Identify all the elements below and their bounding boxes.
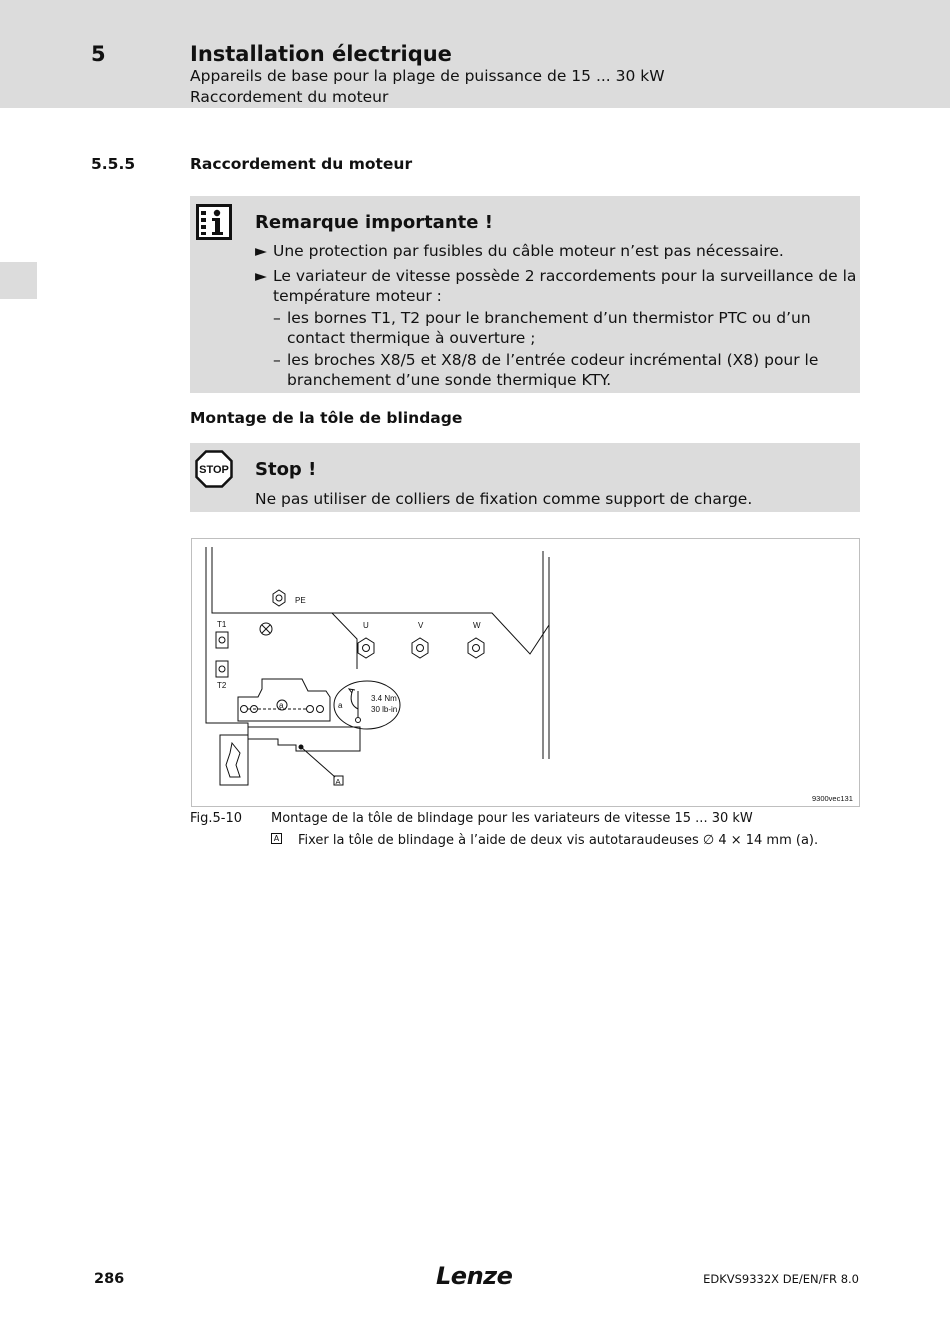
document-id: EDKVS9332X DE/EN/FR 8.0 xyxy=(703,1272,859,1286)
note-dash-2-line-1: les broches X8/5 et X8/8 de l’entrée codeur incrémental (X8) pour le xyxy=(287,351,819,369)
figure-caption-text: Montage de la tôle de blindage pour les variateurs de vitesse 15 ... 30 kW xyxy=(271,811,753,826)
label-a-right: a xyxy=(338,701,343,710)
chapter-side-tab xyxy=(0,262,37,299)
figure-frame xyxy=(191,538,860,807)
chapter-number: 5 xyxy=(91,42,106,66)
label-u: U xyxy=(363,621,369,630)
note-dash-2-line-2: branchement d’une sonde thermique KTY. xyxy=(287,371,612,389)
note-bullet-2-line-1: Le variateur de vitesse possède 2 raccordements pour la surveillance de la xyxy=(273,267,857,285)
terminal-rail xyxy=(332,613,549,654)
v-terminal xyxy=(412,638,428,658)
note-dash-marker-2: – xyxy=(273,351,281,369)
t1-terminal xyxy=(216,632,228,648)
figure-code: 9300vec131 xyxy=(812,794,853,803)
legend-key-a: A xyxy=(271,833,282,844)
label-a-left: a xyxy=(279,701,284,710)
note-title: Remarque importante ! xyxy=(255,212,493,233)
chapter-title: Installation électrique xyxy=(190,42,452,66)
pe-terminal xyxy=(273,590,285,606)
housing-upper-plate xyxy=(212,547,357,669)
callout-a: A xyxy=(335,777,341,786)
note-dash-marker-1: – xyxy=(273,309,281,327)
header-band xyxy=(0,0,950,108)
stop-icon xyxy=(195,450,233,492)
label-t1: T1 xyxy=(217,620,227,629)
note-bullet-marker-2: ► xyxy=(255,267,267,285)
note-dash-1-line-1: les bornes T1, T2 pour le branchement d’un thermistor PTC ou d’un xyxy=(287,309,811,327)
section-number: 5.5.5 xyxy=(91,155,136,173)
important-note-box xyxy=(190,196,860,393)
label-v: V xyxy=(418,621,424,630)
stop-text: Ne pas utiliser de colliers de fixation comme support de charge. xyxy=(255,490,753,508)
label-torque-lbin: 30 lb-in xyxy=(371,705,398,714)
note-bullet-1: Une protection par fusibles du câble moteur n’est pas nécessaire. xyxy=(273,242,784,260)
note-bullet-2-line-2: température moteur : xyxy=(273,287,442,305)
note-dash-1-line-2: contact thermique à ouverture ; xyxy=(287,329,536,347)
shield-plate-lower xyxy=(248,727,360,751)
label-w: W xyxy=(473,621,481,630)
section-title: Raccordement du moteur xyxy=(190,155,413,173)
stop-box xyxy=(190,443,860,512)
u-terminal xyxy=(358,638,374,658)
shield-plate-diagram xyxy=(192,539,859,806)
header-subtitle-2: Raccordement du moteur xyxy=(190,88,389,106)
fixing-screw xyxy=(260,623,272,635)
page-number: 286 xyxy=(94,1271,125,1287)
label-pe: PE xyxy=(295,596,306,605)
legend-text: Fixer la tôle de blindage à l’aide de deux vis autotaraudeuses ∅ 4 × 14 mm (a). xyxy=(298,833,819,848)
w-terminal xyxy=(468,638,484,658)
info-icon xyxy=(196,204,232,244)
label-t2: T2 xyxy=(217,681,227,690)
label-torque-nm: 3.4 Nm xyxy=(371,694,397,703)
figure-caption-label: Fig.5-10 xyxy=(190,811,243,826)
header-subtitle-1: Appareils de base pour la plage de puissance de 15 ... 30 kW xyxy=(190,67,665,85)
stop-title: Stop ! xyxy=(255,459,317,480)
subsection-title: Montage de la tôle de blindage xyxy=(190,409,463,427)
note-bullet-marker-1: ► xyxy=(255,242,267,260)
t2-terminal xyxy=(216,661,228,677)
stop-icon-text: STOP xyxy=(199,464,229,476)
lenze-logo: Lenze xyxy=(436,1262,513,1290)
